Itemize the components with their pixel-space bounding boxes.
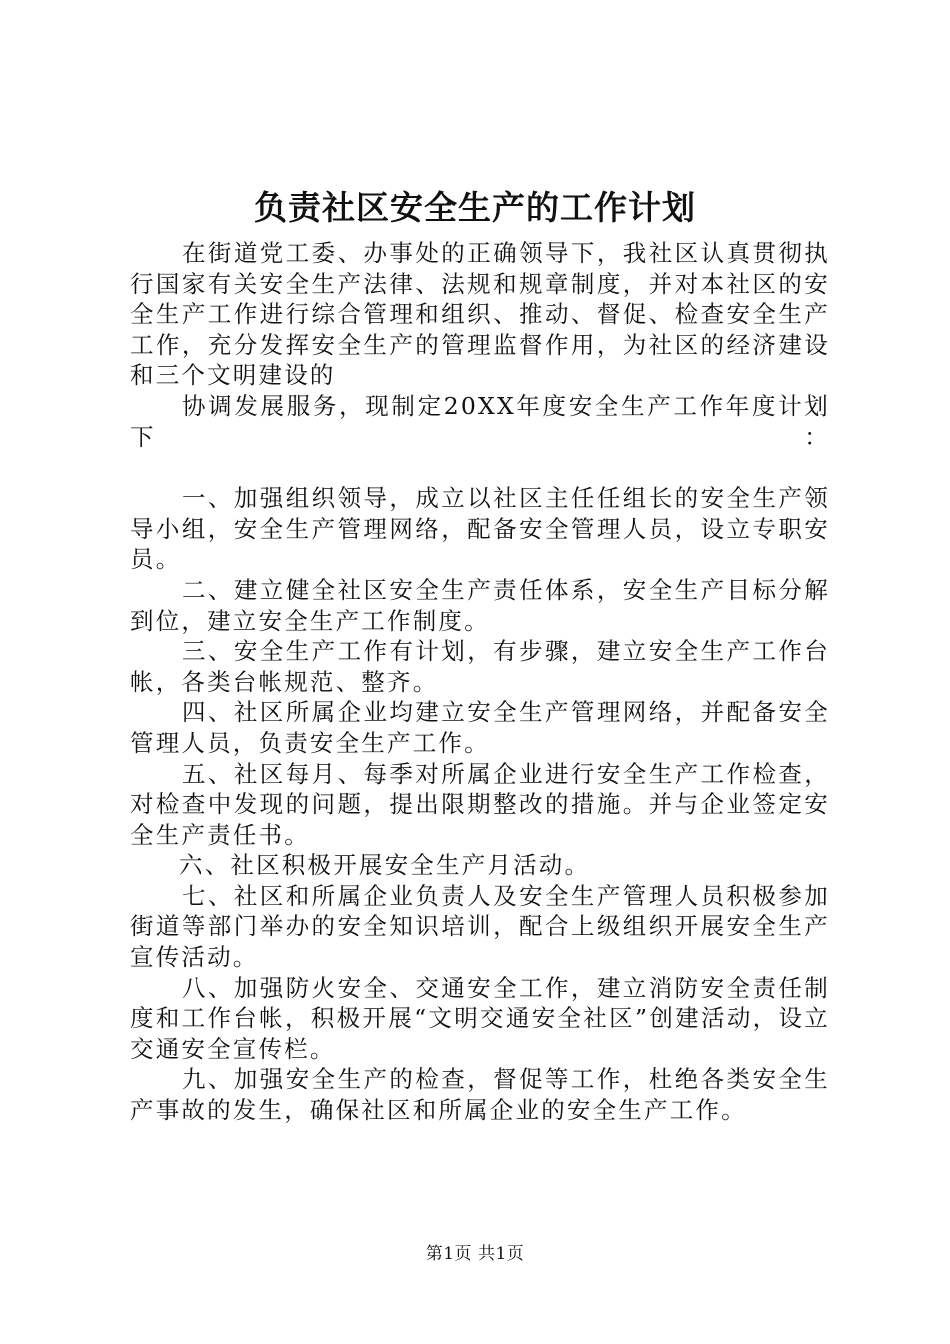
plan-item-6: 六、社区积极开展安全生产月活动。 xyxy=(179,851,591,880)
plan-item-8: 八、加强防火安全、交通安全工作，建立消防安全责任制度和工作台帐，积极开展“文明交通安全社区”创建活动，设立交通安全宣传栏。 xyxy=(130,973,830,1063)
document-body xyxy=(130,238,830,1126)
plan-item-2: 二、建立健全社区安全生产责任体系，安全生产目标分解到位，建立安全生产工作制度。 xyxy=(130,575,830,635)
plan-item-7: 七、社区和所属企业负责人及安全生产管理人员积极参加街道等部门举办的安全知识培训，配合上级组织开展安全生产宣传活动。 xyxy=(130,881,830,972)
plan-item-5: 五、社区每月、每季对所属企业进行安全生产工作检查，对检查中发现的问题，提出限期整改的措施。并与企业签定安全生产责任书。 xyxy=(130,759,830,849)
plan-item-3: 三、安全生产工作有计划，有步骤，建立安全生产工作台帐，各类台帐规范、整齐。 xyxy=(130,637,830,696)
paragraph-gap xyxy=(130,452,830,483)
intro-paragraph: 在街道党工委、办事处的正确领导下，我社区认真贯彻执行国家有关安全生产法律、法规和规章制度，并对本社区的安全生产工作进行综合管理和组织、推动、督促、检查安全生产工作，充分发挥安全生产的管理监督作用，为社区的经济建设和三个文明建设的 xyxy=(130,239,830,390)
plan-item-1: 一、加强组织领导，成立以社区主任任组长的安全生产领导小组，安全生产管理网络，配备安全管理人员，设立专职安员。 xyxy=(130,484,830,574)
intro-paragraph-continued: 协调发展服务，现制定20XX年度安全生产工作年度计划下： xyxy=(130,391,830,451)
document-title: 负责社区安全生产的工作计划 xyxy=(254,188,696,227)
plan-item-4: 四、社区所属企业均建立安全生产管理网络，并配备安全管理人员，负责安全生产工作。 xyxy=(130,698,830,757)
plan-item-9: 九、加强安全生产的检查，督促等工作，杜绝各类安全生产事故的发生，确保社区和所属企业的安全生产工作。 xyxy=(130,1065,830,1125)
page-number-footer: 第1页 共1页 xyxy=(425,1244,525,1264)
